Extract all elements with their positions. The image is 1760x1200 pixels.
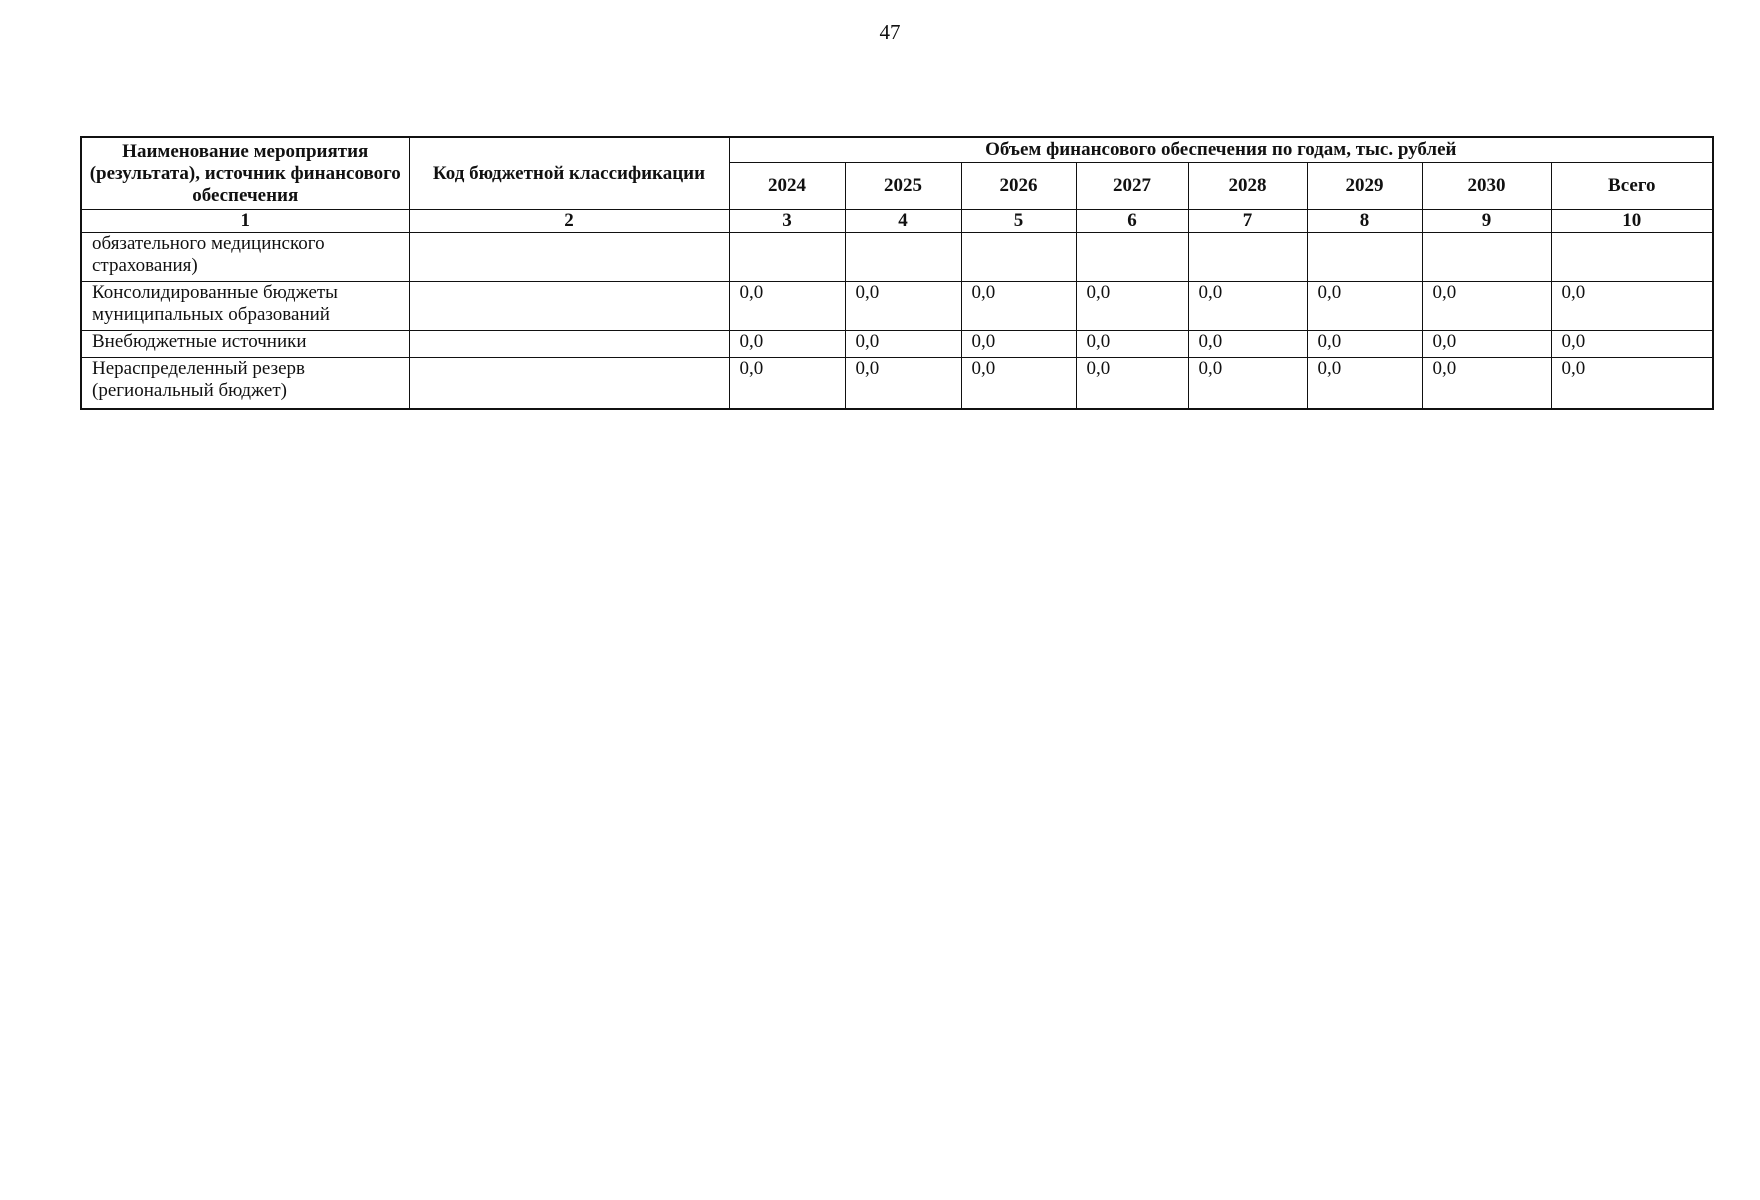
row-value (1422, 233, 1551, 282)
row-value: 0,0 (1076, 358, 1188, 410)
row-value: 0,0 (1188, 282, 1307, 331)
header-year: 2027 (1076, 163, 1188, 210)
row-name: Консолидированные бюджеты муниципальных образований (81, 282, 409, 331)
row-value (1188, 233, 1307, 282)
row-code (409, 282, 729, 331)
row-value: 0,0 (845, 331, 961, 358)
row-value: 0,0 (1188, 358, 1307, 410)
row-total: 0,0 (1551, 358, 1713, 410)
row-code (409, 331, 729, 358)
row-value: 0,0 (1422, 282, 1551, 331)
row-value: 0,0 (1188, 331, 1307, 358)
page-number: 47 (879, 20, 901, 44)
header-year: 2024 (729, 163, 845, 210)
row-value: 0,0 (961, 358, 1076, 410)
header-year: 2028 (1188, 163, 1307, 210)
row-total (1551, 233, 1713, 282)
row-value: 0,0 (729, 282, 845, 331)
row-value: 0,0 (1307, 331, 1422, 358)
column-number: 3 (729, 210, 845, 233)
row-name: обязательного медицинского страхования) (81, 233, 409, 282)
column-number: 4 (845, 210, 961, 233)
row-value: 0,0 (1076, 282, 1188, 331)
column-number: 7 (1188, 210, 1307, 233)
row-value: 0,0 (1307, 282, 1422, 331)
row-value: 0,0 (1422, 358, 1551, 410)
financing-table (80, 136, 1714, 410)
row-value: 0,0 (1422, 331, 1551, 358)
column-number: 2 (409, 210, 729, 233)
row-value: 0,0 (961, 282, 1076, 331)
row-value (1307, 233, 1422, 282)
row-value (729, 233, 845, 282)
column-number: 1 (81, 210, 409, 233)
row-value: 0,0 (845, 282, 961, 331)
column-number: 5 (961, 210, 1076, 233)
row-value (961, 233, 1076, 282)
header-code-column: Код бюджетной классификации (409, 137, 729, 210)
row-total: 0,0 (1551, 331, 1713, 358)
table-row (81, 282, 1713, 331)
row-value: 0,0 (961, 331, 1076, 358)
column-number: 9 (1422, 210, 1551, 233)
row-name: Внебюджетные источники (81, 331, 409, 358)
column-number: 10 (1551, 210, 1713, 233)
row-value: 0,0 (1307, 358, 1422, 410)
row-value: 0,0 (729, 358, 845, 410)
column-number: 8 (1307, 210, 1422, 233)
column-number: 6 (1076, 210, 1188, 233)
header-year: 2026 (961, 163, 1076, 210)
table-row (81, 331, 1713, 358)
header-name-column: Наименование мероприятия (результата), источник финансового обеспечения (81, 137, 409, 210)
row-value: 0,0 (845, 358, 961, 410)
row-code (409, 233, 729, 282)
row-value: 0,0 (729, 331, 845, 358)
row-value (1076, 233, 1188, 282)
row-total: 0,0 (1551, 282, 1713, 331)
row-value: 0,0 (1076, 331, 1188, 358)
header-year: 2030 (1422, 163, 1551, 210)
row-code (409, 358, 729, 410)
header-year: 2025 (845, 163, 961, 210)
header-volume-column: Объем финансового обеспечения по годам, тыс. рублей (729, 137, 1713, 163)
table-row (81, 233, 1713, 282)
header-total: Всего (1551, 163, 1713, 210)
header-year: 2029 (1307, 163, 1422, 210)
row-name: Нераспределенный резерв (региональный бюджет) (81, 358, 409, 410)
table-row (81, 358, 1713, 410)
row-value (845, 233, 961, 282)
